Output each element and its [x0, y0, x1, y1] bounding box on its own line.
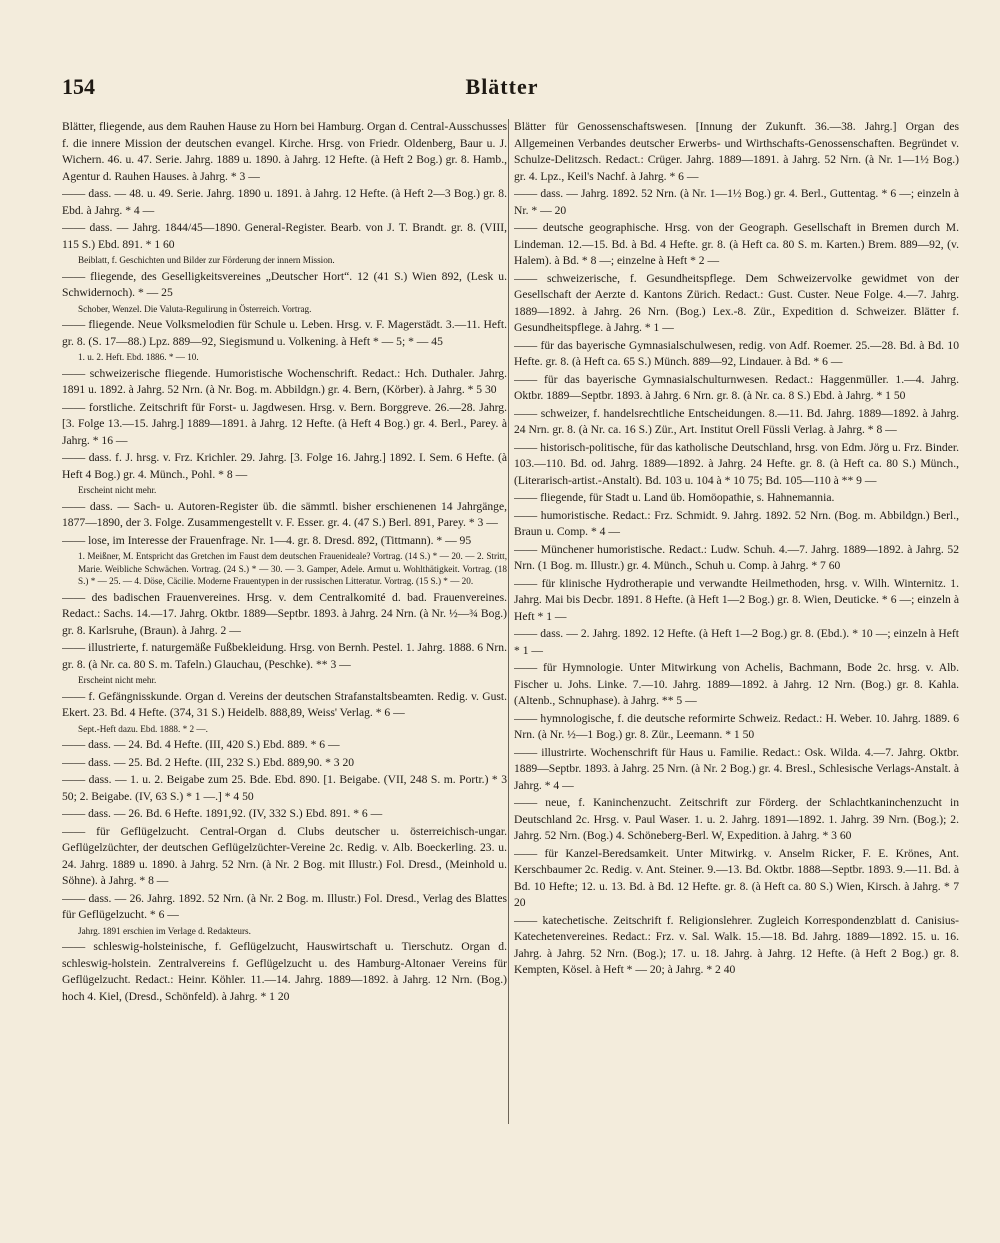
bibliographic-entry: —— dass. — Jahrg. 1844/45—1890. General-Register. Bearb. von J. T. Brandt. gr. 8. (VIII, 115 S.) Ebd. 891. * 1 60 [62, 221, 507, 251]
entry-note: 1. Meißner, M. Entspricht das Gretchen im Faust dem deutschen Frauenideale? Vortrag. (14 S.) * — 20. — 2. Stritt, Marie. Weibliche Schwächen. Vortrag. (24 S.) * — 30. — 3. Gamper, Adele. Armut u. Wohlthätigkeit. Vortrag. (18 S.) * — 25. — 4. Döse, Cäcilie. Moderne Frauentypen in der russischen Litteratur. Vortrag. (15 S.) * — 20. [78, 551, 507, 586]
bibliographic-entry: Blätter für Genossenschaftswesen. [Innung der Zukunft. 36.—38. Jahrg.] Organ des Allgemeinen Verbandes deutscher Erwerbs- und Wirthschafts-Genossenschaften. Begründet v. Schulze-Delitzsch. Redact.: Crüger. Jahrg. 1889—1891. à Jahrg. 52 Nrn. (à Nr. 1—1½ Bog.) gr. 4. Lpz., Keil's Nachf. à Jahrg. * 6 — [514, 120, 959, 183]
entry-note: Schober, Wenzel. Die Valuta-Regulirung in Österreich. Vortrag. [78, 303, 312, 314]
bibliographic-entry: —— fliegende, des Geselligkeitsvereines „Deutscher Hort“. 12 (41 S.) Wien 892, (Lesk u. Schwidernoch). * — 25 [62, 269, 507, 299]
bibliographic-entry: —— dass. — 2. Jahrg. 1892. 12 Hefte. (à Heft 1—2 Bog.) gr. 8. (Ebd.). * 10 —; einzeln à Heft * 1 — [514, 627, 959, 657]
bibliographic-entry: —— dass. — 26. Jahrg. 1892. 52 Nrn. (à Nr. 2 Bog. m. Illustr.) Fol. Dresd., Verlag des Blattes für Geflügelzucht. * 6 — [62, 891, 507, 921]
entry-note: 1. u. 2. Heft. Ebd. 1886. * — 10. [78, 352, 199, 362]
bibliographic-entry: —— dass. f. J. hrsg. v. Frz. Krichler. 29. Jahrg. [3. Folge 16. Jahrg.] 1892. I. Sem. 6 Hefte. (à Heft 4 Bog.) gr. 4. Münch., Pohl. * 8 — [62, 451, 507, 481]
bibliographic-entry: —— schweizerische fliegende. Humoristische Wochenschrift. Redact.: Hch. Duthaler. Jahrg. 1891 u. 1892. à Jahrg. 52 Nrn. (à Nr. Bog. m. Abbildgn.) gr. 4. Bern, (Körber). à Jahrg. * 5 30 [62, 366, 507, 396]
bibliographic-entry: Blätter, fliegende, aus dem Rauhen Hause zu Horn bei Hamburg. Organ d. Central-Ausschusses f. die innere Mission der deutschen evangel. Kirche. Hrsg. von Friedr. Oldenberg, Baur u. J. Wichern. 46. u. 47. Serie. Jahrg. 1889 u. 1890. à Jahrg. 12 Hefte. (à Heft 2 Bog.) gr. 8. Hamb., Agentur d. Rauhen Hauses. à Jahrg. * 3 — [62, 120, 507, 183]
left-column [62, 119, 507, 1124]
bibliographic-entry: —— katechetische. Zeitschrift f. Religionslehrer. Zugleich Korrespondenzblatt d. Canisius-Katechetenvereines. Redact.: Frz. v. Sal. Walk. 15.—18. Bd. Jahrg. 1889—1892. 15. u. 16. Jahrg. à Jahrg. 52 Nrn. (Bog.); 17. u. 18. Jahrg. à Jahrg. 12 Hefte. (à Heft 2 Bog.) gr. 8. Kempten, Kösel. à Heft * — 20; à Jahrg. * 2 40 [514, 913, 959, 976]
bibliographic-entry: —— hymnologische, f. die deutsche reformirte Schweiz. Redact.: H. Weber. 10. Jahrg. 1889. 6 Nrn. (à Nr. ½—1 Bog.) gr. 8. Zür., Leemann. * 1 50 [514, 711, 959, 741]
bibliographic-entry: —— dass. — 48. u. 49. Serie. Jahrg. 1890 u. 1891. à Jahrg. 12 Hefte. (à Heft 2—3 Bog.) gr. 8. Ebd. à Jahrg. * 4 — [62, 187, 507, 217]
entry-note: Jahrg. 1891 erschien im Verlage d. Redakteurs. [78, 925, 251, 936]
bibliographic-entry: —— dass. — 25. Bd. 2 Hefte. (III, 232 S.) Ebd. 889,90. * 3 20 [62, 755, 355, 769]
bibliographic-entry: —— dass. — 24. Bd. 4 Hefte. (III, 420 S.) Ebd. 889. * 6 — [62, 738, 340, 751]
bibliographic-entry: —— dass. — Sach- u. Autoren-Register üb. die sämmtl. bisher erschienenen 14 Jahrgänge, 1877—1890, der 3. Folge. Zusammengestellt v. F. Esser. gr. 4. (47 S.) Berl. 891, Parey. * 3 — [62, 499, 507, 529]
bibliographic-entry: —— deutsche geographische. Hrsg. von der Geograph. Gesellschaft in Bremen durch M. Lindeman. 12.—15. Bd. à Bd. 4 Hefte. gr. 8. (à Heft ca. 80 S. m. Karten.) Brem. 889—92, (v. Halem). à Bd. * 8 —; einzelne à Heft * 2 — [514, 221, 959, 267]
page-number: 154 [62, 74, 95, 99]
bibliographic-entry: —— dass. — 26. Bd. 6 Hefte. 1891,92. (IV, 332 S.) Ebd. 891. * 6 — [62, 807, 383, 820]
bibliographic-entry: —— f. Gefängnisskunde. Organ d. Vereins der deutschen Strafanstaltsbeamten. Redig. v. Gust. Ekert. 23. Bd. 4 Hefte. (374, 31 S.) Heidelb. 888,89, Weiss' Verlag. * 6 — [62, 689, 507, 719]
running-head: Blätter [465, 74, 539, 99]
bibliographic-entry: —— des badischen Frauenvereines. Hrsg. v. dem Centralkomité d. bad. Frauenvereines. Redact.: Sachs. 14.—17. Jahrg. Oktbr. 1889—Septbr. 1893. à Jahrg. 24 Nrn. (à Nr. ½—¾ Bog.) gr. 8. Karlsruhe, (Braun). à Jahrg. 2 — [62, 590, 507, 637]
entry-note: Beiblatt, f. Geschichten und Bilder zur Förderung der innern Mission. [78, 255, 335, 265]
right-column [514, 119, 959, 1124]
bibliographic-entry: —— forstliche. Zeitschrift für Forst- u. Jagdwesen. Hrsg. v. Bern. Borggreve. 26.—28. Jahrg. [3. Folge 13.—15. Jahrg.] 1889—1891. à Jahrg. 12 Hefte. (à Heft 4 Bog.) gr. 4. Berl., Parey. à Jahrg. * 16 — [62, 400, 507, 447]
bibliographic-entry: —— historisch-politische, für das katholische Deutschland, hrsg. von Edm. Jörg u. Frz. Binder. 103.—110. Bd. od. Jahrg. 1889—1892. à Jahrg. 24 Hefte. gr. 8. (à Heft ca. 80 S.) Münch., (Literarisch-artist.-Anstalt). Bd. 103 u. 104 à * 10 75; Bd. 105—110 à ** 9 — [514, 440, 959, 487]
bibliographic-entry: —— lose, im Interesse der Frauenfrage. Nr. 1—4. gr. 8. Dresd. 892, (Tittmann). * — 95 [62, 533, 472, 547]
bibliographic-entry: —— illustrirte. Wochenschrift für Haus u. Familie. Redact.: Osk. Wilda. 4.—7. Jahrg. Oktbr. 1889—Septbr. 1893. à Jahrg. 25 Nrn. (à Nr. 2 Bog.) gr. 4. Bresl., Schlesische Verlags-Anstalt. à Jahrg. * 4 — [514, 745, 959, 792]
bibliographic-entry: —— für Hymnologie. Unter Mitwirkung von Achelis, Bachmann, Bode 2c. hrsg. v. Alb. Fischer u. Johs. Linke. 7.—10. Jahrg. 1889—1892. à Jahrg. 12 Nrn. (Bog.) gr. 8. Kahla. (Altenb., Schnuphase). à Jahrg. ** 5 — [514, 661, 959, 707]
bibliographic-entry: —— für das bayerische Gymnasialschulwesen, redig. von Adf. Roemer. 25.—28. Bd. à Bd. 10 Hefte. gr. 8. (à Heft ca. 65 S.) Münch. 889—92, Lindauer. à Bd. * 6 — [514, 338, 959, 368]
bibliographic-entry: —— dass. — Jahrg. 1892. 52 Nrn. (à Nr. 1—1½ Bog.) gr. 4. Berl., Guttentag. * 6 —; einzeln à Nr. * — 20 [514, 187, 959, 217]
page-header [62, 74, 942, 104]
bibliographic-entry: —— schleswig-holsteinische, f. Geflügelzucht, Hauswirtschaft u. Tierschutz. Organ d. schleswig-holstein. Zentralvereins f. Geflügelzucht u. des Hamburg-Altonaer Vereins für Geflügelzucht. Redact.: Heinr. Köhler. 11.—14. Jahrg. 1889—1892. à Jahrg. 12 Nrn. (Bog.) hoch 4. Kiel, (Dresd., Schönfeld). à Jahrg. * 1 20 [62, 940, 507, 1003]
bibliographic-entry: —— humoristische. Redact.: Frz. Schmidt. 9. Jahrg. 1892. 52 Nrn. (Bog. m. Abbildgn.) Berl., Braun u. Comp. * 4 — [514, 508, 959, 538]
bibliographic-entry: —— illustrierte, f. naturgemäße Fußbekleidung. Hrsg. von Bernh. Pestel. 1. Jahrg. 1888. 6 Nrn. gr. 8. (à Nr. ca. 80 S. m. Tafeln.) Glauchau, (Peschke). ** 3 — [62, 641, 507, 671]
bibliographic-entry: —— für Kanzel-Beredsamkeit. Unter Mitwirkg. v. Anselm Ricker, F. E. Krönes, Ant. Kerschbaumer 2c. Redig. v. Ant. Steiner. 9.—13. Bd. Oktbr. 1888—Septbr. 1893. 9.—11. Bd. à Bd. 10 Hefte; 12. u. 13. Bd. à Bd. 12 Hefte. gr. 8. (à Heft ca. 80 S.) Wien, Kirsch. à Jahrg. * 7 20 [514, 846, 959, 909]
bibliographic-entry: —— für Geflügelzucht. Central-Organ d. Clubs deutscher u. österreichisch-ungar. Geflügelzüchter, der deutschen Geflügelzüchter-Vereine 2c. Redig. v. Alb. Boeckerling. 23. u. 24. Jahrg. 1889 u. 1890. à Jahrg. 52 Nrn. (à Nr. 2 Bog. mit Illustr.) Fol. Dresd., (Meinhold u. Söhne). à Jahrg. * 8 — [62, 824, 507, 887]
bibliographic-entry: —— schweizerische, f. Gesundheitspflege. Dem Schweizervolke gewidmet von der Gesellschaft der Aerzte d. Kantons Zürich. Redact.: Gust. Custer. Neue Folge. 4.—7. Jahrg. 1889—1892. à Jahrg. 26 Nrn. (Bog.) Lex.-8. Zür., Expedition d. Schweizer. Blätter f. Gesundheitspflege. à Jahrg. * 1 — [514, 271, 959, 334]
bibliographic-entry: —— schweizer, f. handelsrechtliche Entscheidungen. 8.—11. Bd. Jahrg. 1889—1892. à Jahrg. 24 Nrn. gr. 8. (à Nr. ca. 16 S.) Zür., Art. Institut Orell Füssli Verlag. à Jahrg. * 8 — [514, 406, 959, 436]
entry-note: Sept.-Heft dazu. Ebd. 1888. * 2 —. [78, 723, 208, 734]
entry-note: Erscheint nicht mehr. [78, 485, 157, 495]
bibliographic-entry: —— neue, f. Kaninchenzucht. Zeitschrift zur Förderg. der Schlachtkaninchenzucht in Deutschland 2c. Hrsg. v. Paul Waser. 1. u. 2. Jahrg. 1891—1892. 1. Jahrg. 39 Nrn. (Bog.); 2. Jahrg. 52 Nrn. (Bog.) 4. Schöneberg-Berl. W, Expedition. à Jahrg. * 3 60 [514, 796, 959, 842]
bibliographic-entry: —— für klinische Hydrotherapie und verwandte Heilmethoden, hrsg. v. Wilh. Winternitz. 1. Jahrg. Mai bis Decbr. 1891. 8 Hefte. (à Heft 1—2 Bog.) gr. 8. Wien, Deuticke. * 6 —; einzeln à Heft * 1 — [514, 576, 959, 623]
bibliographic-entry: —— fliegende. Neue Volksmelodien für Schule u. Leben. Hrsg. v. F. Magerstädt. 3.—11. Heft. gr. 8. (S. 17—88.) Lpz. 889—92, Siegismund u. Volkening. à Heft * — 5; * — 45 [62, 318, 507, 348]
bibliographic-entry: —— für das bayerische Gymnasialschulturnwesen. Redact.: Haggenmüller. 1.—4. Jahrg. Oktbr. 1889—Septbr. 1893. à Jahrg. 6 Nrn. gr. 8. (à Nr. ca. 8 S.) Ebd. à Jahrg. * 1 50 [514, 372, 959, 402]
column-divider [508, 119, 509, 1124]
bibliographic-entry: —— Münchener humoristische. Redact.: Ludw. Schuh. 4.—7. Jahrg. 1889—1892. à Jahrg. 52 Nrn. (1 Bog. m. Illustr.) gr. 4. Münch., Schuh u. Comp. à Jahrg. * 7 60 [514, 542, 959, 572]
entry-note: Erscheint nicht mehr. [78, 675, 157, 685]
bibliographic-entry: —— dass. — 1. u. 2. Beigabe zum 25. Bde. Ebd. 890. [1. Beigabe. (VII, 248 S. m. Portr.) * 3 50; 2. Beigabe. (IV, 63 S.) * 1 —.] * 4 50 [62, 773, 507, 803]
bibliographic-entry: —— fliegende, für Stadt u. Land üb. Homöopathie, s. Hahnemannia. [514, 491, 835, 504]
